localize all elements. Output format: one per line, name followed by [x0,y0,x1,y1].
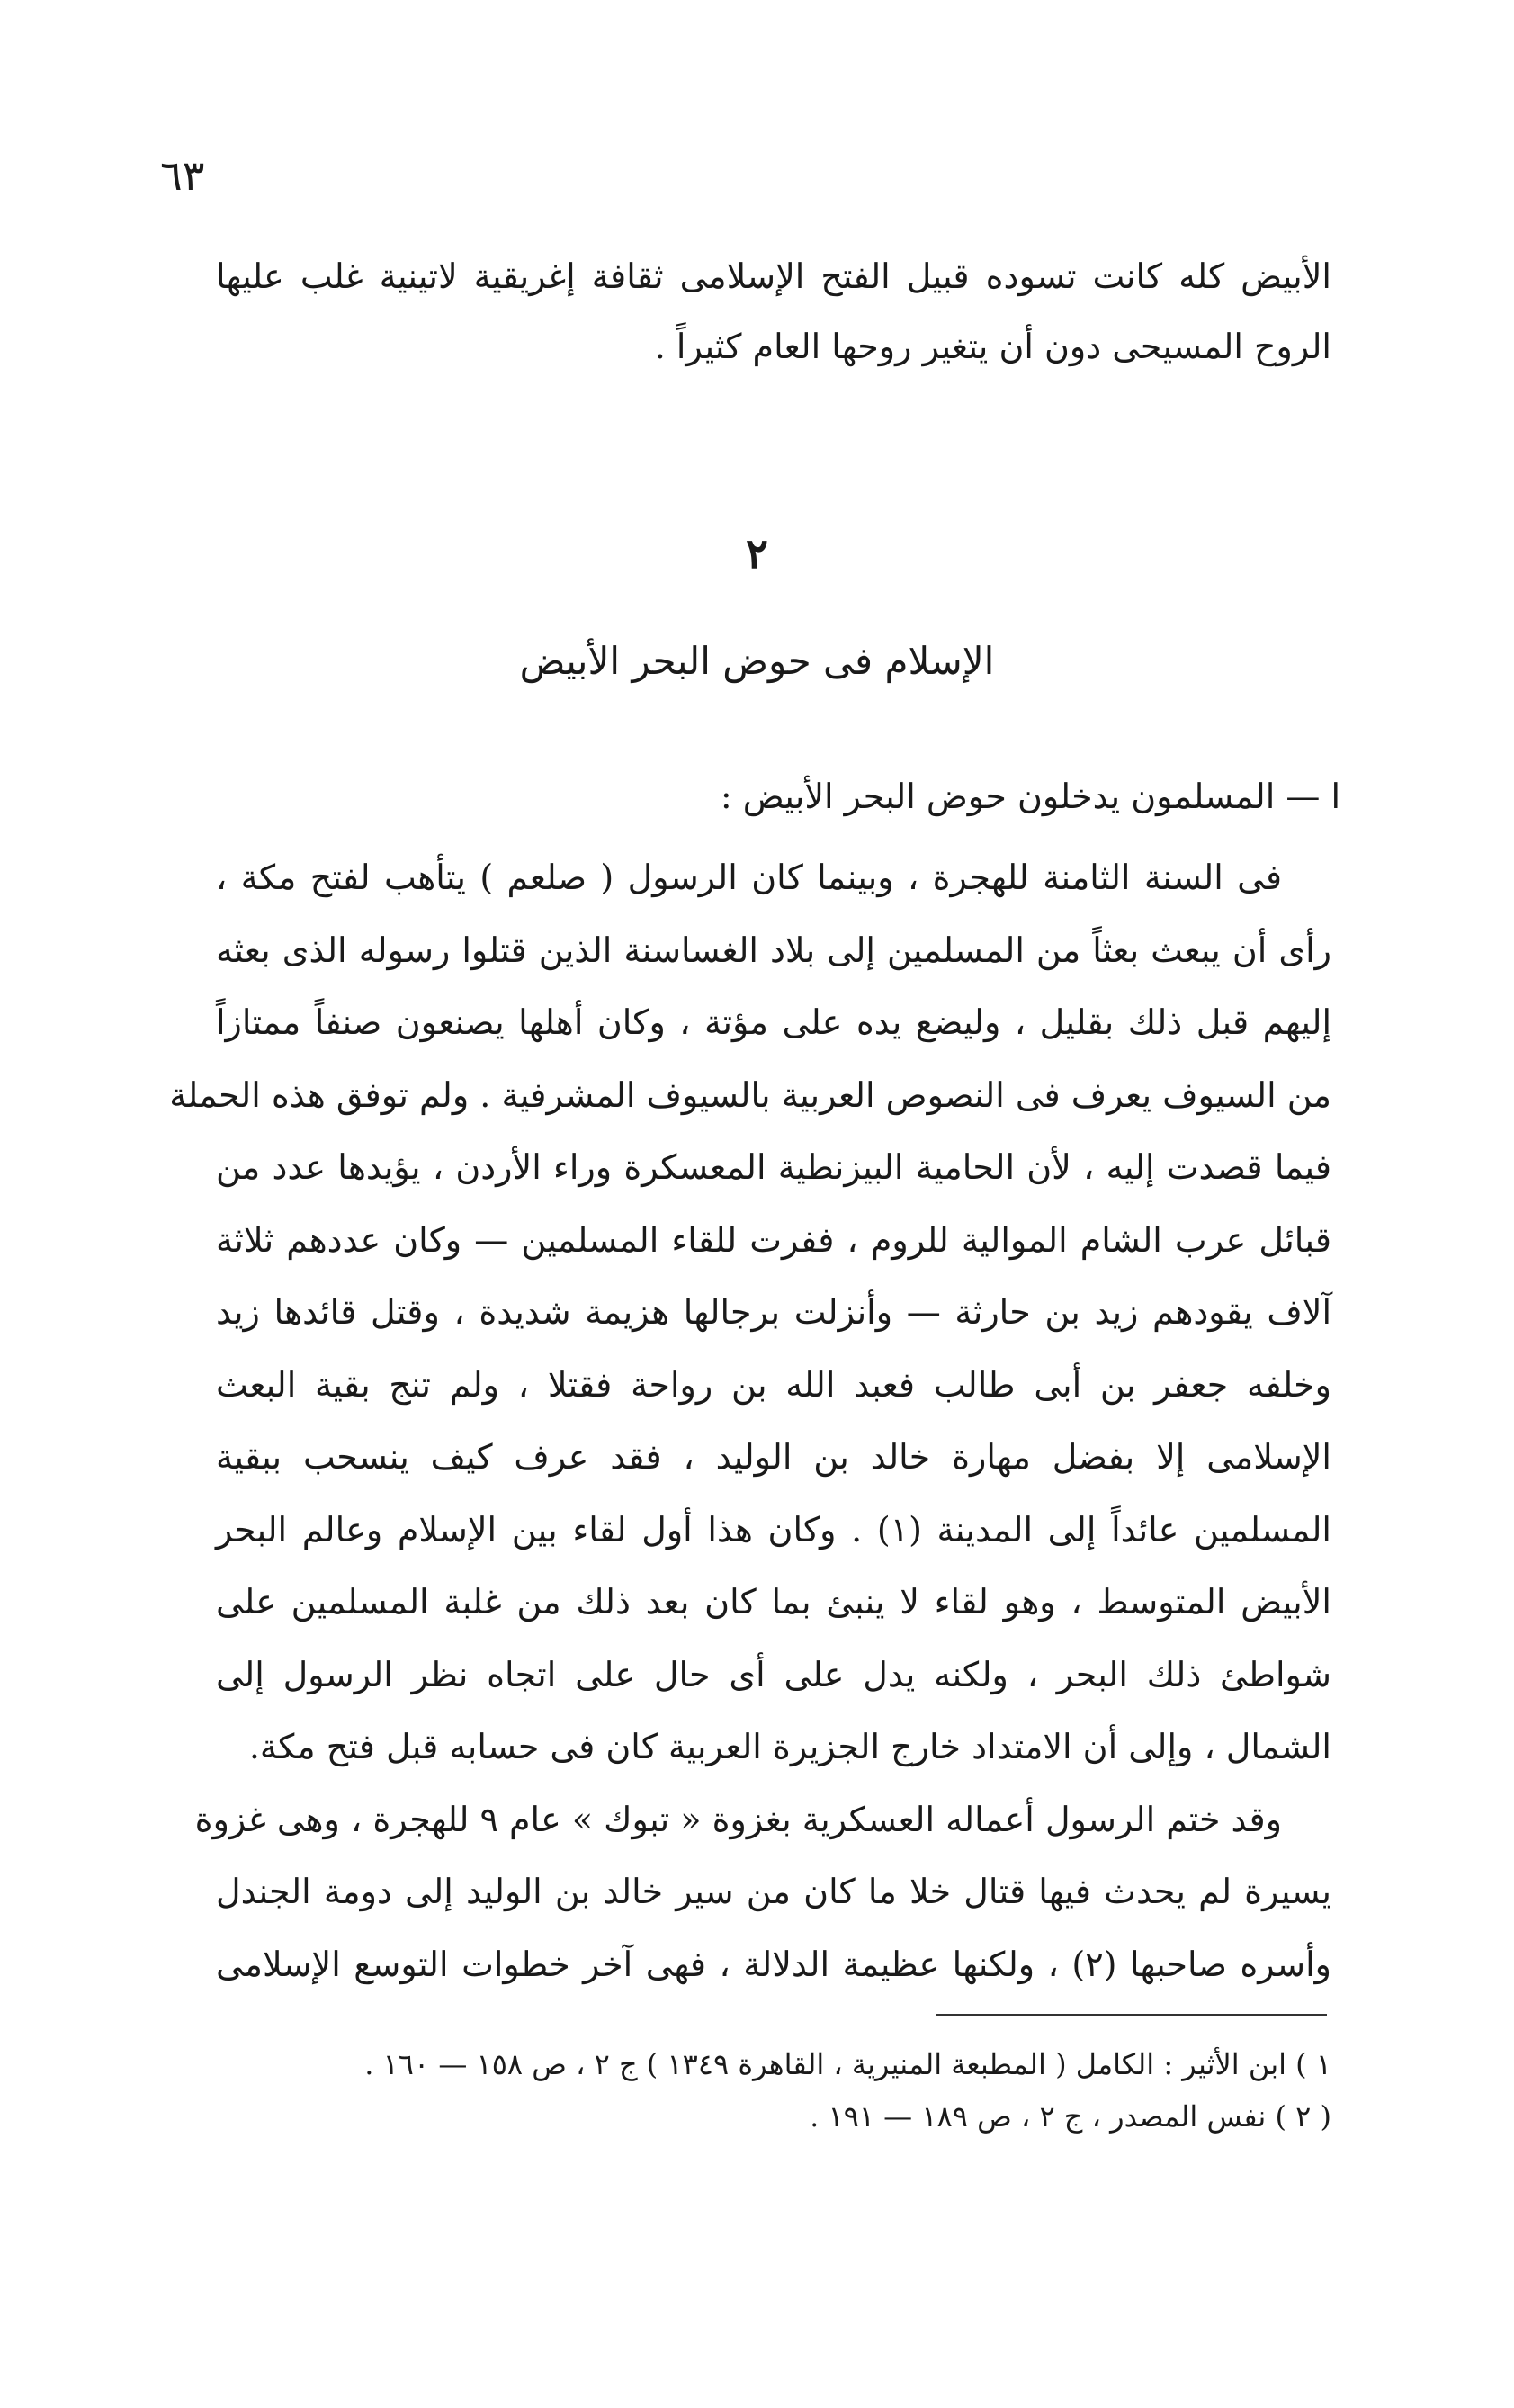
intro-line: الروح المسيحى دون أن يتغير روحها العام كثيراً . [654,327,1331,366]
footnotes [360,2038,1331,2143]
body-line: من السيوف يعرف فى النصوص العربية بالسيوف المشرفية . ولم توفق هذه الحملة [169,1074,1331,1115]
footnote-divider [936,2014,1327,2016]
body-line: قبائل عرب الشام الموالية للروم ، ففرت للقاء المسلمين — وكان عددهم ثلاثة [216,1219,1331,1260]
body-line: وقد ختم الرسول أعماله العسكرية بغزوة « تبوك » عام ٩ للهجرة ، وهى غزوة [194,1799,1282,1839]
subsection-heading: ا — المسلمون يدخلون حوض البحر الأبيض : [720,777,1340,816]
body-line: إليهم قبل ذلك بقليل ، وليضع يده على مؤتة ، وكان أهلها يصنعون صنفاً ممتازاً [216,1002,1331,1042]
body-line: الإسلامى إلا بفضل مهارة خالد بن الوليد ، فقد عرف كيف ينسحب ببقية [216,1437,1331,1477]
body-line: فيما قصدت إليه ، لأن الحامية البيزنطية المعسكرة وراء الأردن ، يؤيدها عدد من [216,1147,1331,1187]
body-line: رأى أن يبعث بعثاً من المسلمين إلى بلاد الغساسنة الذين قتلوا رسوله الذى بعثه [216,930,1331,970]
footnote: ( ٢ ) نفس المصدر ، ج ٢ ، ص ١٨٩ — ١٩١ . [810,2099,1331,2134]
intro-line: الأبيض كله كانت تسوده قبيل الفتح الإسلامى ثقافة إغريقية لاتينية غلب عليها [216,256,1331,296]
intro-paragraph [216,241,1331,382]
body-line: وأسره صاحبها (٢) ، ولكنها عظيمة الدلالة ، فهى آخر خطوات التوسع الإسلامى [216,1944,1331,1984]
section-number: ٢ [746,529,768,578]
footnote: ١ ) ابن الأثير : الكامل ( المطبعة المنيرية ، القاهرة ١٣٤٩ ) ج ٢ ، ص ١٥٨ — ١٦٠ . [364,2047,1331,2081]
body-line: فى السنة الثامنة للهجرة ، وبينما كان الرسول ( صلعم ) يتأهب لفتح مكة ، [216,858,1282,897]
body-line: وخلفه جعفر بن أبى طالب فعبد الله بن رواحة فقتلا ، ولم تنج بقية البعث [216,1364,1331,1405]
section-title: الإسلام فى حوض البحر الأبيض [519,639,995,683]
body-line: المسلمين عائداً إلى المدينة (١) . وكان هذا أول لقاء بين الإسلام وعالم البحر [216,1509,1331,1550]
body-text [169,841,1331,2000]
body-line: يسيرة لم يحدث فيها قتال خلا ما كان من سير خالد بن الوليد إلى دومة الجندل [216,1872,1331,1911]
body-line: شواطئ ذلك البحر ، ولكنه يدل على أى حال على اتجاه نظر الرسول إلى [216,1654,1331,1694]
body-line: الأبيض المتوسط ، وهو لقاء لا ينبئ بما كان بعد ذلك من غلبة المسلمين على [216,1582,1331,1622]
body-line: الشمال ، وإلى أن الامتداد خارج الجزيرة العربية كان فى حسابه قبل فتح مكة. [248,1727,1331,1766]
page-number: ٦٣ [160,151,205,200]
body-line: آلاف يقودهم زيد بن حارثة — وأنزلت برجالها هزيمة شديدة ، وقتل قائدها زيد [216,1292,1331,1332]
